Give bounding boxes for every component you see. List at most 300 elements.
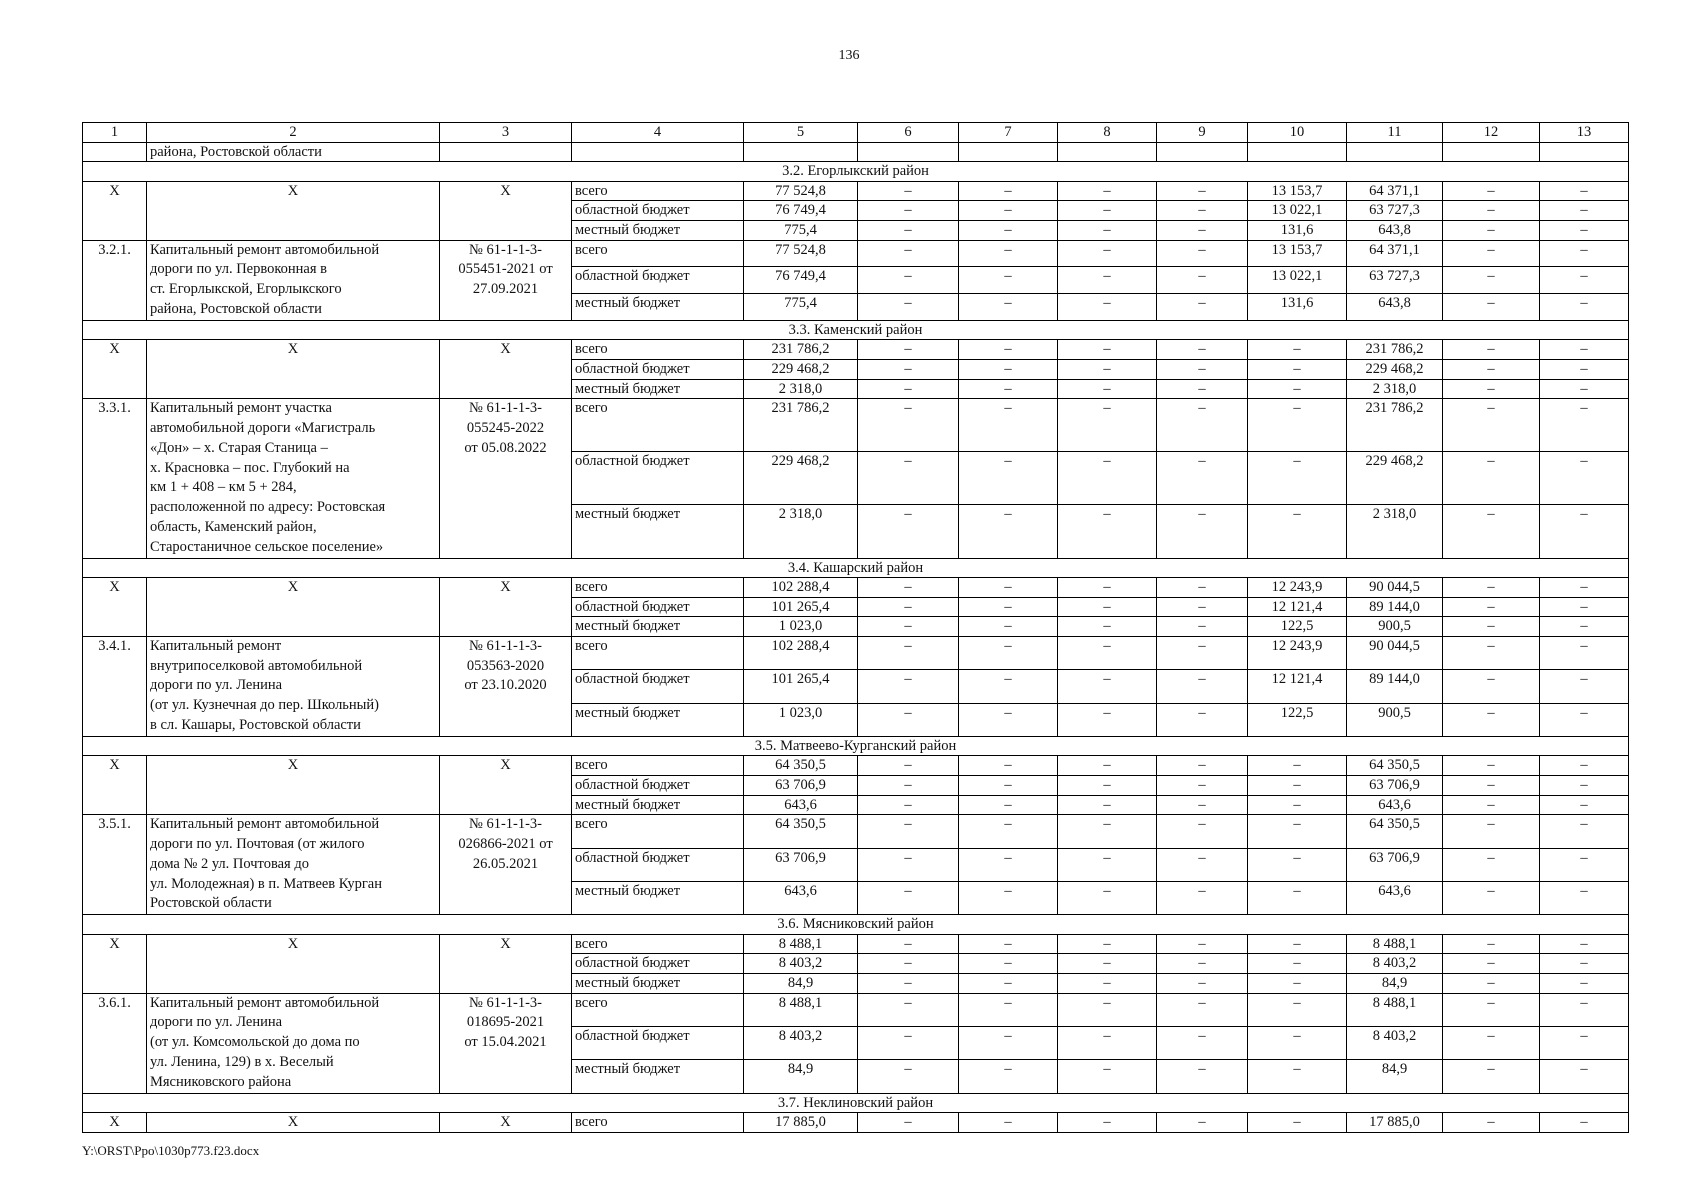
value-cell: 8 403,2 (744, 1026, 858, 1059)
value-cell: 131,6 (1248, 294, 1347, 321)
value-cell: – (858, 220, 959, 240)
value-cell: 13 022,1 (1248, 201, 1347, 221)
empty-cell (83, 142, 147, 162)
value-cell: – (1157, 399, 1248, 452)
value-cell: 84,9 (744, 974, 858, 994)
item-reference-line: № 61-1-1-3- (468, 400, 543, 417)
value-cell: – (1248, 505, 1347, 558)
summary-x-cell: Х (440, 578, 572, 637)
value-cell: – (1157, 452, 1248, 505)
table-body (83, 123, 1629, 1133)
value-cell: – (1540, 1026, 1629, 1059)
item-description-line: ст. Егорлыкской, Егорлыкского (150, 281, 342, 298)
value-cell: 231 786,2 (744, 340, 858, 360)
item-reference-line: № 61-1-1-3- (468, 241, 543, 258)
summary-x-cell: Х (147, 578, 440, 637)
section-title: 3.5. Матвеево-Курганский район (83, 736, 1629, 756)
value-cell: – (959, 181, 1058, 201)
item-description-line: Капитальный ремонт участка (150, 400, 332, 417)
value-cell: – (1058, 993, 1157, 1026)
section-header-row (83, 162, 1629, 182)
item-description-line: дороги по ул. Ленина (150, 1014, 283, 1031)
value-cell: – (1248, 1113, 1347, 1133)
summary-x-cell: Х (440, 181, 572, 240)
empty-cell (440, 142, 572, 162)
item-description-line: Старостаничное сельское поселение» (150, 538, 384, 555)
item-row (83, 399, 1629, 452)
value-cell: – (1248, 881, 1347, 914)
value-cell: – (858, 815, 959, 848)
value-cell: – (1540, 452, 1629, 505)
item-description-line: х. Красновка – пос. Глубокий на (150, 459, 350, 476)
value-cell: – (1540, 379, 1629, 399)
value-cell: – (1157, 954, 1248, 974)
value-cell: – (959, 974, 1058, 994)
value-cell: – (1540, 181, 1629, 201)
item-reference-line: 27.09.2021 (472, 281, 539, 298)
item-number: 3.2.1. (83, 240, 147, 320)
item-description-line: внутрипоселковой автомобильной (150, 657, 363, 674)
value-cell: – (959, 399, 1058, 452)
item-description-line: Капитальный ремонт автомобильной (150, 816, 380, 833)
summary-row (83, 1113, 1629, 1133)
value-cell: – (1058, 954, 1157, 974)
value-cell: – (1157, 636, 1248, 669)
value-cell: – (1248, 1060, 1347, 1093)
value-cell: – (1443, 220, 1540, 240)
value-cell: 775,4 (744, 294, 858, 321)
value-cell: – (959, 1026, 1058, 1059)
value-cell: – (1058, 240, 1157, 267)
value-cell: 12 121,4 (1248, 670, 1347, 703)
empty-cell (1540, 142, 1629, 162)
value-cell: – (858, 379, 959, 399)
value-cell: 64 371,1 (1347, 240, 1443, 267)
value-cell: – (1248, 399, 1347, 452)
value-cell: – (1157, 340, 1248, 360)
value-cell: – (858, 636, 959, 669)
value-cell: – (858, 399, 959, 452)
value-cell: – (1443, 452, 1540, 505)
value-cell: – (858, 617, 959, 637)
value-cell: – (1540, 399, 1629, 452)
value-cell: 63 727,3 (1347, 201, 1443, 221)
column-header: 7 (959, 123, 1058, 143)
value-cell: – (1443, 294, 1540, 321)
value-cell: 84,9 (744, 1060, 858, 1093)
value-cell: – (1540, 881, 1629, 914)
value-cell: – (1058, 379, 1157, 399)
value-cell: 84,9 (1347, 974, 1443, 994)
value-cell: 84,9 (1347, 1060, 1443, 1093)
value-cell: 89 144,0 (1347, 597, 1443, 617)
budget-type-label: всего (572, 934, 744, 954)
budget-type-label: всего (572, 756, 744, 776)
value-cell: – (1443, 1026, 1540, 1059)
value-cell: – (1443, 636, 1540, 669)
value-cell: – (1058, 776, 1157, 796)
value-cell: – (1058, 848, 1157, 881)
value-cell: – (1540, 267, 1629, 294)
item-description-line: область, Каменский район, (150, 518, 317, 535)
item-description-line: ул. Молодежная) в п. Матвеев Курган (150, 875, 383, 892)
budget-type-label: всего (572, 815, 744, 848)
summary-row (83, 578, 1629, 598)
item-reference-line: № 61-1-1-3- (468, 816, 543, 833)
value-cell: – (959, 597, 1058, 617)
value-cell: – (1540, 756, 1629, 776)
value-cell: 12 243,9 (1248, 636, 1347, 669)
budget-type-label: областной бюджет (572, 670, 744, 703)
value-cell: 643,6 (1347, 795, 1443, 815)
value-cell: 76 749,4 (744, 267, 858, 294)
value-cell: – (1540, 993, 1629, 1026)
value-cell: – (858, 267, 959, 294)
value-cell: – (1443, 617, 1540, 637)
item-description-line: дороги по ул. Почтовая (от жилого (150, 836, 365, 853)
budget-type-label: областной бюджет (572, 267, 744, 294)
empty-cell (858, 142, 959, 162)
value-cell: 229 468,2 (744, 452, 858, 505)
summary-x-cell: Х (83, 181, 147, 240)
value-cell: – (959, 670, 1058, 703)
value-cell: – (1540, 670, 1629, 703)
value-cell: – (1443, 399, 1540, 452)
value-cell: – (1157, 756, 1248, 776)
value-cell: – (858, 578, 959, 598)
item-description-line: (от ул. Кузнечная до пер. Школьный) (150, 697, 380, 714)
section-header-row (83, 1093, 1629, 1113)
value-cell: – (1248, 756, 1347, 776)
value-cell: – (1157, 795, 1248, 815)
value-cell: 63 706,9 (744, 848, 858, 881)
item-description-line: Капитальный ремонт автомобильной (150, 241, 380, 258)
column-header: 2 (147, 123, 440, 143)
value-cell: – (1157, 703, 1248, 736)
value-cell: – (1157, 670, 1248, 703)
value-cell: – (1443, 340, 1540, 360)
value-cell: – (1157, 578, 1248, 598)
value-cell: 900,5 (1347, 617, 1443, 637)
item-description-line: Мясниковского района (150, 1073, 292, 1090)
item-description-line: ул. Ленина, 129) в х. Веселый (150, 1053, 334, 1070)
value-cell: 643,6 (744, 881, 858, 914)
value-cell: – (1443, 703, 1540, 736)
item-description-line: дороги по ул. Первоконная в (150, 261, 328, 278)
value-cell: – (858, 181, 959, 201)
value-cell: – (1248, 776, 1347, 796)
value-cell: – (1443, 379, 1540, 399)
budget-type-label: всего (572, 340, 744, 360)
summary-row (83, 756, 1629, 776)
item-reference (440, 399, 572, 558)
item-number: 3.5.1. (83, 815, 147, 915)
summary-x-cell: Х (147, 1113, 440, 1133)
item-description-line: автомобильной дороги «Магистраль (150, 419, 376, 436)
item-reference (440, 815, 572, 915)
value-cell: – (959, 452, 1058, 505)
value-cell: 8 403,2 (1347, 954, 1443, 974)
value-cell: – (1443, 240, 1540, 267)
item-description-line: дома № 2 ул. Почтовая до (150, 855, 309, 872)
value-cell: – (959, 617, 1058, 637)
value-cell: – (1248, 340, 1347, 360)
value-cell: 12 243,9 (1248, 578, 1347, 598)
item-description (147, 993, 440, 1093)
value-cell: 102 288,4 (744, 636, 858, 669)
value-cell: 64 350,5 (1347, 756, 1443, 776)
item-reference (440, 993, 572, 1093)
value-cell: – (1058, 578, 1157, 598)
budget-type-label: местный бюджет (572, 703, 744, 736)
budget-type-label: всего (572, 1113, 744, 1133)
value-cell: – (858, 881, 959, 914)
value-cell: – (1540, 1113, 1629, 1133)
value-cell: – (858, 848, 959, 881)
value-cell: 643,8 (1347, 220, 1443, 240)
value-cell: – (1058, 505, 1157, 558)
value-cell: – (959, 1113, 1058, 1133)
value-cell: 2 318,0 (744, 379, 858, 399)
value-cell: – (1248, 993, 1347, 1026)
value-cell: – (1248, 815, 1347, 848)
budget-type-label: областной бюджет (572, 848, 744, 881)
value-cell: – (959, 954, 1058, 974)
value-cell: – (1540, 636, 1629, 669)
budget-type-label: всего (572, 993, 744, 1026)
value-cell: 77 524,8 (744, 181, 858, 201)
value-cell: 64 371,1 (1347, 181, 1443, 201)
value-cell: – (1157, 1113, 1248, 1133)
column-header: 3 (440, 123, 572, 143)
value-cell: 643,6 (744, 795, 858, 815)
value-cell: 63 706,9 (1347, 776, 1443, 796)
value-cell: 89 144,0 (1347, 670, 1443, 703)
item-reference-line: 26.05.2021 (472, 855, 539, 872)
value-cell: – (959, 340, 1058, 360)
summary-x-cell: Х (440, 340, 572, 399)
value-cell: – (1540, 597, 1629, 617)
value-cell: 900,5 (1347, 703, 1443, 736)
value-cell: – (858, 597, 959, 617)
column-header: 8 (1058, 123, 1157, 143)
value-cell: – (1540, 795, 1629, 815)
value-cell: – (1058, 815, 1157, 848)
empty-cell (1157, 142, 1248, 162)
value-cell: 229 468,2 (1347, 452, 1443, 505)
value-cell: – (1443, 181, 1540, 201)
value-cell: – (1540, 934, 1629, 954)
item-description (147, 399, 440, 558)
value-cell: – (1443, 670, 1540, 703)
section-title: 3.2. Егорлыкский район (83, 162, 1629, 182)
item-description (147, 815, 440, 915)
value-cell: 643,6 (1347, 881, 1443, 914)
value-cell: – (1157, 848, 1248, 881)
value-cell: – (959, 240, 1058, 267)
summary-x-cell: Х (83, 756, 147, 815)
continuation-text: района, Ростовской области (147, 142, 440, 162)
value-cell: – (1443, 934, 1540, 954)
column-header: 5 (744, 123, 858, 143)
value-cell: 8 488,1 (744, 993, 858, 1026)
item-row (83, 815, 1629, 848)
summary-row (83, 340, 1629, 360)
column-header: 12 (1443, 123, 1540, 143)
column-header: 10 (1248, 123, 1347, 143)
column-header: 1 (83, 123, 147, 143)
budget-type-label: всего (572, 636, 744, 669)
value-cell: 131,6 (1248, 220, 1347, 240)
value-cell: – (1157, 294, 1248, 321)
budget-type-label: областной бюджет (572, 954, 744, 974)
value-cell: 13 022,1 (1248, 267, 1347, 294)
budget-type-label: местный бюджет (572, 881, 744, 914)
value-cell: – (858, 954, 959, 974)
value-cell: – (1443, 954, 1540, 974)
value-cell: 231 786,2 (1347, 340, 1443, 360)
summary-x-cell: Х (147, 181, 440, 240)
value-cell: – (1157, 220, 1248, 240)
value-cell: – (1443, 776, 1540, 796)
item-number: 3.6.1. (83, 993, 147, 1093)
budget-type-label: всего (572, 240, 744, 267)
value-cell: 64 350,5 (744, 756, 858, 776)
value-cell: – (1540, 703, 1629, 736)
value-cell: – (858, 1026, 959, 1059)
empty-cell (572, 142, 744, 162)
value-cell: – (959, 934, 1058, 954)
value-cell: 63 706,9 (1347, 848, 1443, 881)
value-cell: – (959, 379, 1058, 399)
value-cell: – (858, 359, 959, 379)
value-cell: 775,4 (744, 220, 858, 240)
value-cell: – (1540, 815, 1629, 848)
budget-type-label: местный бюджет (572, 795, 744, 815)
budget-type-label: местный бюджет (572, 1060, 744, 1093)
value-cell: 12 121,4 (1248, 597, 1347, 617)
budget-type-label: областной бюджет (572, 1026, 744, 1059)
value-cell: 17 885,0 (744, 1113, 858, 1133)
value-cell: – (1248, 934, 1347, 954)
value-cell: – (1058, 597, 1157, 617)
value-cell: – (1443, 993, 1540, 1026)
value-cell: – (1248, 359, 1347, 379)
budget-type-label: местный бюджет (572, 617, 744, 637)
value-cell: – (1248, 848, 1347, 881)
value-cell: 64 350,5 (1347, 815, 1443, 848)
value-cell: – (1157, 240, 1248, 267)
value-cell: 643,8 (1347, 294, 1443, 321)
value-cell: – (1157, 1060, 1248, 1093)
value-cell: – (1157, 881, 1248, 914)
value-cell: 229 468,2 (1347, 359, 1443, 379)
value-cell: – (1248, 954, 1347, 974)
summary-x-cell: Х (147, 340, 440, 399)
value-cell: – (1443, 597, 1540, 617)
budget-type-label: местный бюджет (572, 294, 744, 321)
value-cell: – (1443, 578, 1540, 598)
value-cell: 102 288,4 (744, 578, 858, 598)
value-cell: – (1058, 1026, 1157, 1059)
summary-x-cell: Х (440, 1113, 572, 1133)
value-cell: 63 727,3 (1347, 267, 1443, 294)
value-cell: – (959, 881, 1058, 914)
value-cell: 122,5 (1248, 703, 1347, 736)
value-cell: 8 488,1 (744, 934, 858, 954)
value-cell: – (1058, 1113, 1157, 1133)
value-cell: – (1540, 776, 1629, 796)
item-row (83, 993, 1629, 1026)
item-reference-line: 055245-2022 (466, 419, 545, 436)
value-cell: 63 706,9 (744, 776, 858, 796)
value-cell: – (1540, 1060, 1629, 1093)
column-header-row (83, 123, 1629, 143)
value-cell: – (1058, 452, 1157, 505)
value-cell: – (858, 201, 959, 221)
value-cell: – (1443, 267, 1540, 294)
value-cell: 13 153,7 (1248, 240, 1347, 267)
value-cell: – (858, 974, 959, 994)
value-cell: – (959, 201, 1058, 221)
budget-type-label: областной бюджет (572, 776, 744, 796)
value-cell: 90 044,5 (1347, 636, 1443, 669)
value-cell: – (1157, 934, 1248, 954)
value-cell: – (1157, 505, 1248, 558)
value-cell: – (1540, 974, 1629, 994)
value-cell: – (1157, 597, 1248, 617)
section-header-row (83, 736, 1629, 756)
value-cell: – (1540, 220, 1629, 240)
item-reference-line: 018695-2021 (466, 1014, 545, 1031)
value-cell: – (1157, 993, 1248, 1026)
budget-type-label: всего (572, 399, 744, 452)
value-cell: 231 786,2 (744, 399, 858, 452)
value-cell: – (1058, 294, 1157, 321)
value-cell: – (1058, 703, 1157, 736)
empty-cell (1248, 142, 1347, 162)
summary-x-cell: Х (440, 756, 572, 815)
value-cell: 90 044,5 (1347, 578, 1443, 598)
value-cell: – (1058, 670, 1157, 703)
item-description-line: в сл. Кашары, Ростовской области (150, 717, 361, 734)
value-cell: 77 524,8 (744, 240, 858, 267)
item-reference-line: от 05.08.2022 (464, 439, 547, 456)
value-cell: – (1157, 815, 1248, 848)
value-cell: – (959, 294, 1058, 321)
item-description-line: «Дон» – х. Старая Станица – (150, 439, 328, 456)
value-cell: – (858, 756, 959, 776)
value-cell: – (1058, 934, 1157, 954)
value-cell: 17 885,0 (1347, 1113, 1443, 1133)
value-cell: – (959, 267, 1058, 294)
value-cell: – (1443, 505, 1540, 558)
value-cell: – (1540, 359, 1629, 379)
value-cell: – (858, 776, 959, 796)
value-cell: – (1058, 340, 1157, 360)
value-cell: – (1157, 379, 1248, 399)
value-cell: 2 318,0 (744, 505, 858, 558)
value-cell: – (1157, 181, 1248, 201)
item-description-line: района, Ростовской области (150, 300, 322, 317)
budget-type-label: областной бюджет (572, 597, 744, 617)
value-cell: 8 488,1 (1347, 934, 1443, 954)
item-description-line: дороги по ул. Ленина (150, 677, 283, 694)
item-reference-line: 026866-2021 от (458, 836, 553, 853)
value-cell: – (959, 1060, 1058, 1093)
value-cell: – (1443, 756, 1540, 776)
item-description (147, 240, 440, 320)
